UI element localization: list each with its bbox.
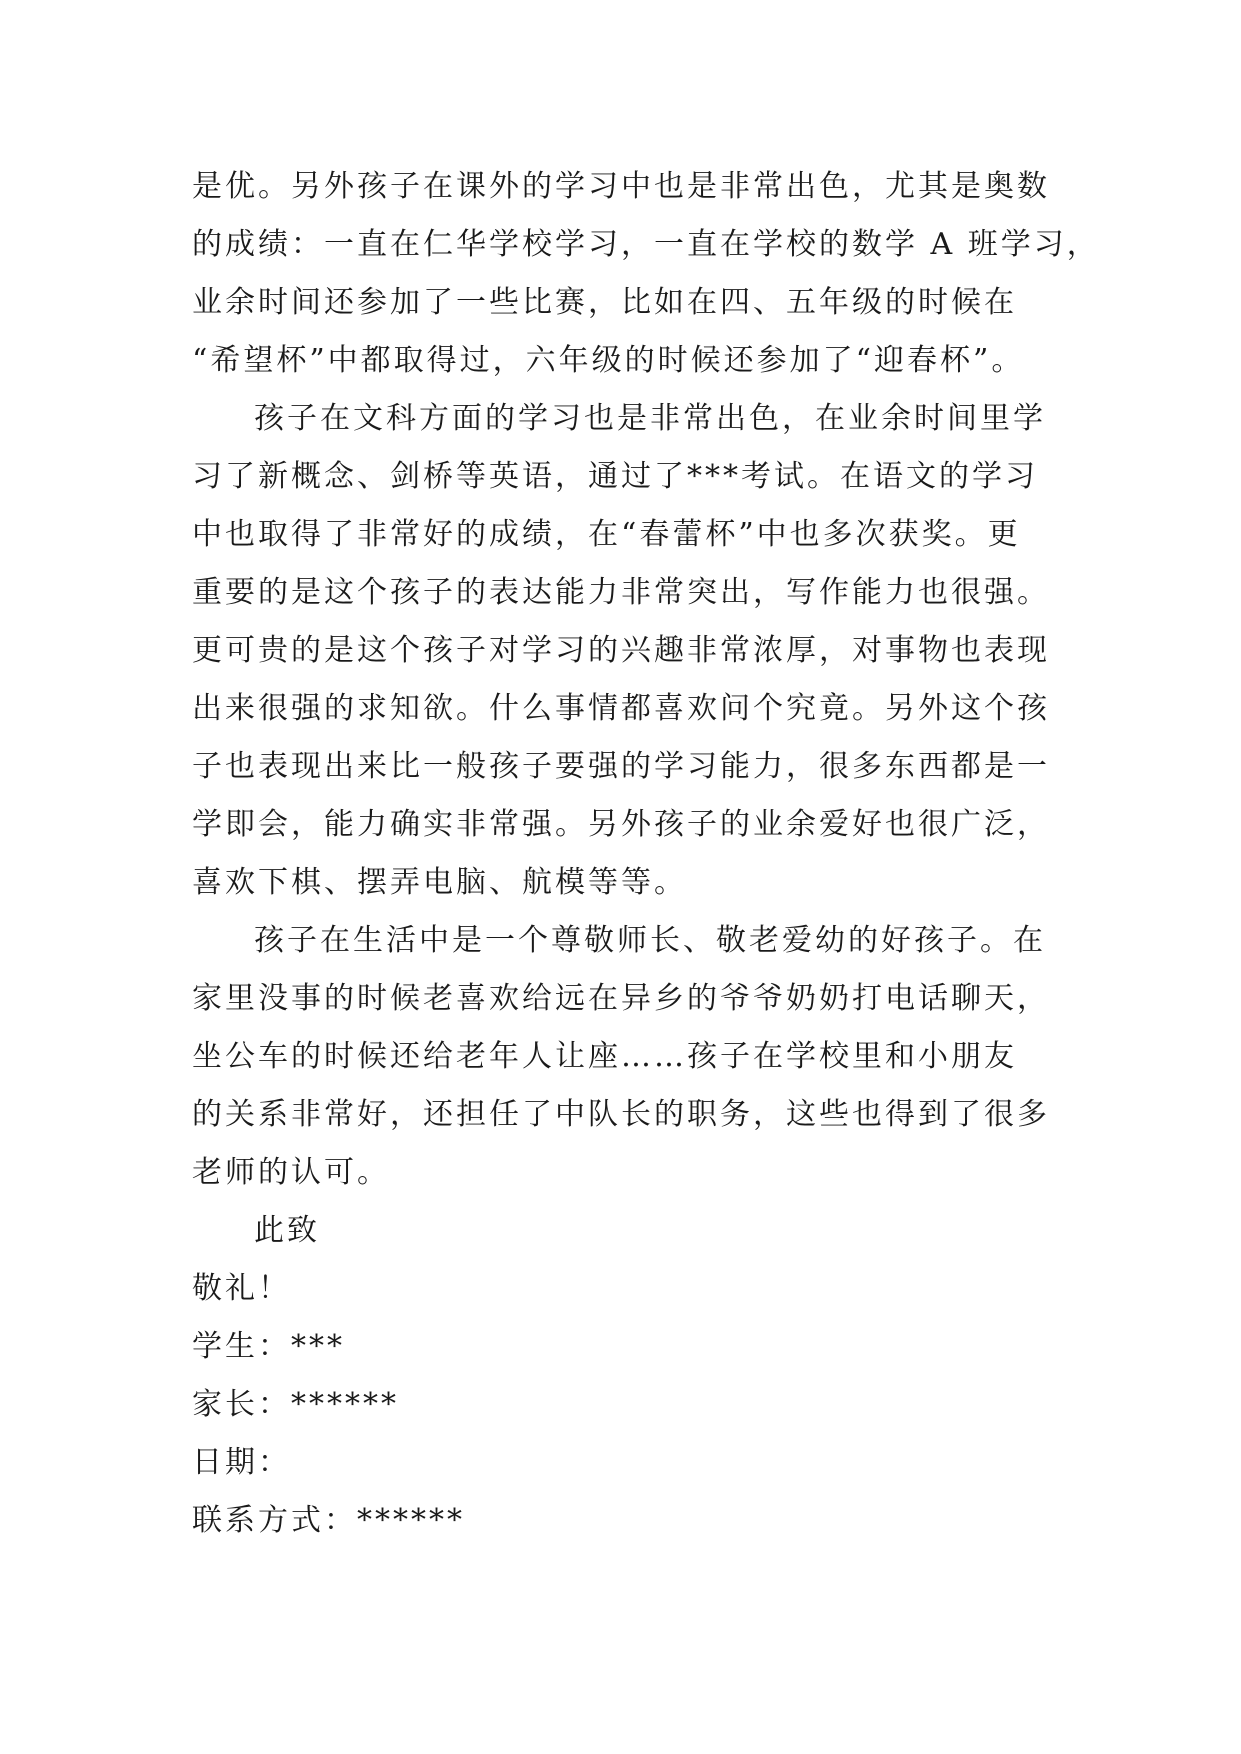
contact-field: 联系方式：******: [192, 1503, 465, 1538]
text-line: 习了新概念、剑桥等英语，通过了***考试。在语文的学习: [192, 459, 1038, 494]
paragraph-achievements: [192, 158, 1100, 390]
text-line: 孩子在生活中是一个尊敬师长、敬老爱幼的好孩子。在: [254, 923, 1046, 958]
student-signature: 学生：***: [192, 1329, 345, 1364]
text-line: 是优。另外孩子在课外的学习中也是非常出色，尤其是奥数: [192, 169, 1050, 204]
closing: 此致: [254, 1213, 320, 1248]
text-line: 孩子在文科方面的学习也是非常出色，在业余时间里学: [254, 401, 1046, 436]
text-line: 子也表现出来比一般孩子要强的学习能力，很多东西都是一: [192, 749, 1050, 784]
text-line: 喜欢下棋、摆弄电脑、航模等等。: [192, 865, 687, 900]
text-line: 业余时间还参加了一些比赛，比如在四、五年级的时候在: [192, 285, 1017, 320]
text-line: 的成绩：一直在仁华学校学习，一直在学校的数学 A 班学习，: [192, 227, 1100, 262]
text-line: 出来很强的求知欲。什么事情都喜欢问个究竟。另外这个孩: [192, 691, 1050, 726]
parent-signature: 家长：******: [192, 1387, 399, 1422]
text-line: 的关系非常好，还担任了中队长的职务，这些也得到了很多: [192, 1097, 1050, 1132]
text-line: 中也取得了非常好的成绩，在“春蕾杯”中也多次获奖。更: [192, 517, 1021, 552]
paragraph-humanities: [192, 390, 1072, 912]
date-field: 日期：: [192, 1445, 291, 1480]
text-line: 坐公车的时候还给老年人让座……孩子在学校里和小朋友: [192, 1039, 1017, 1074]
text-line: 家里没事的时候老喜欢给远在异乡的爷爷奶奶打电话聊天，: [192, 981, 1050, 1016]
text-line: 重要的是这个孩子的表达能力非常突出，写作能力也很强。: [192, 575, 1050, 610]
text-line: 更可贵的是这个孩子对学习的兴趣非常浓厚，对事物也表现: [192, 633, 1050, 668]
letter-body: [192, 158, 1100, 1550]
text-line: “希望杯”中都取得过，六年级的时候还参加了“迎春杯”。: [192, 343, 1025, 378]
text-line: 学即会，能力确实非常强。另外孩子的业余爱好也很广泛，: [192, 807, 1050, 842]
text-line: 老师的认可。: [192, 1155, 390, 1190]
paragraph-character: [192, 912, 1072, 1202]
salutation: 敬礼！: [192, 1271, 291, 1306]
